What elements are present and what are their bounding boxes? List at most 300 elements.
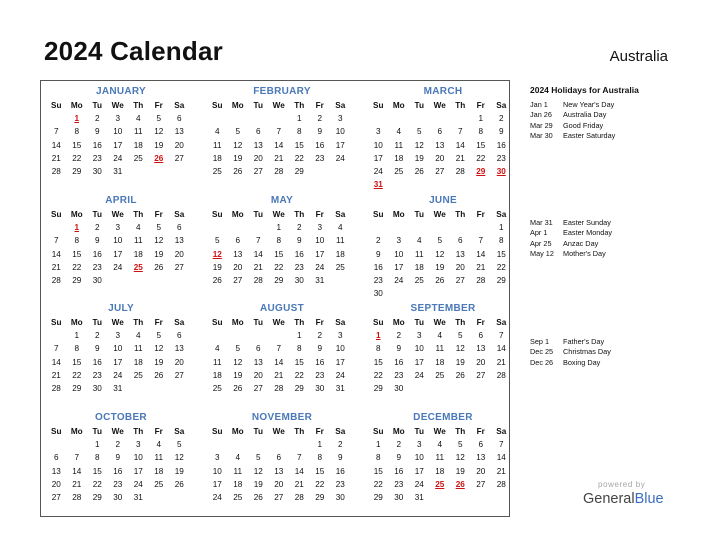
day-cell: 1 (375, 440, 381, 450)
weekday-label: Tu (414, 427, 424, 436)
day-cell: 27 (476, 479, 486, 489)
day-cell: 22 (294, 153, 304, 163)
weekday-label: Su (51, 318, 62, 327)
day-cell: 20 (476, 357, 486, 367)
weekday-label: Fr (154, 101, 163, 110)
weekday-label: Th (294, 318, 305, 327)
month-title: APRIL (105, 195, 137, 206)
day-cell: 10 (414, 453, 424, 463)
day-cell: 10 (113, 236, 123, 246)
weekday-label: Sa (335, 101, 346, 110)
day-cell: 29 (274, 275, 284, 285)
month-september (367, 301, 519, 395)
day-cell: 8 (375, 344, 381, 354)
day-cell: 8 (478, 127, 484, 137)
day-cell: 24 (394, 275, 404, 285)
day-cell: 9 (94, 236, 100, 246)
month-grid (207, 425, 358, 504)
empty-cell (46, 112, 67, 125)
weekday-label: Fr (154, 210, 163, 219)
day-cell: 18 (335, 249, 345, 259)
day-cell: 19 (253, 479, 263, 489)
day-cell: 29 (92, 492, 102, 502)
weekday-label: Sa (174, 318, 185, 327)
day-cell: 30 (394, 383, 404, 393)
weekday-label: Fr (154, 318, 163, 327)
holiday-name: Boxing Day (563, 357, 601, 367)
day-cell: 2 (94, 223, 100, 233)
day-cell: 29 (72, 383, 82, 393)
day-cell: 20 (274, 479, 284, 489)
weekday-label: Th (455, 318, 466, 327)
day-cell: 6 (457, 236, 463, 246)
holiday-item (530, 337, 700, 347)
weekday-label: Mo (231, 101, 244, 110)
day-cell: 3 (317, 223, 323, 233)
day-cell: 8 (74, 127, 80, 137)
day-cell: 23 (92, 370, 102, 380)
day-cell: 3 (396, 236, 402, 246)
weekday-label: Tu (253, 101, 263, 110)
day-cell: 2 (396, 440, 402, 450)
day-cell: 3 (416, 331, 422, 341)
day-cell: 29 (294, 383, 304, 393)
day-cell: 13 (476, 344, 486, 354)
weekday-label: Th (133, 318, 144, 327)
day-cell: 28 (72, 492, 82, 502)
holiday-name: Easter Saturday (563, 130, 616, 140)
month-title: MARCH (423, 86, 463, 97)
day-cell: 23 (373, 275, 383, 285)
day-cell: 18 (133, 249, 143, 259)
day-cell: 9 (296, 236, 302, 246)
weekday-label: We (111, 427, 124, 436)
day-cell: 12 (154, 344, 164, 354)
holiday-item (530, 100, 700, 110)
day-cell: 4 (416, 236, 422, 246)
day-cell: 18 (154, 466, 164, 476)
day-cell: 15 (294, 140, 304, 150)
day-cell: 5 (156, 223, 162, 233)
day-cell: 14 (496, 344, 506, 354)
day-cell: 23 (335, 479, 345, 489)
weekday-label: Mo (231, 210, 244, 219)
day-cell: 7 (296, 453, 302, 463)
day-cell: 1 (296, 331, 302, 341)
day-cell: 24 (133, 479, 143, 489)
holiday-day-cell: 25 (435, 479, 445, 489)
weekday-label: Th (133, 210, 144, 219)
day-cell: 16 (92, 140, 102, 150)
holiday-day-cell: 31 (373, 180, 383, 190)
day-cell: 14 (51, 357, 61, 367)
day-cell: 15 (294, 357, 304, 367)
day-cell: 28 (274, 383, 284, 393)
day-cell: 31 (113, 166, 123, 176)
day-cell: 14 (476, 249, 486, 259)
day-cell: 7 (53, 127, 59, 137)
day-cell: 10 (394, 249, 404, 259)
day-cell: 13 (476, 453, 486, 463)
day-cell: 8 (94, 453, 100, 463)
weekday-label: Mo (231, 318, 244, 327)
day-cell: 19 (233, 153, 243, 163)
day-cell: 24 (113, 153, 123, 163)
day-cell: 18 (414, 262, 424, 272)
day-cell: 21 (51, 153, 61, 163)
day-cell: 3 (375, 127, 381, 137)
weekday-label: Su (212, 210, 223, 219)
day-cell: 5 (235, 344, 241, 354)
weekday-label: Mo (70, 427, 83, 436)
day-cell: 15 (72, 249, 82, 259)
weekday-label: Fr (315, 318, 324, 327)
weekday-label: We (433, 101, 446, 110)
day-cell: 20 (253, 153, 263, 163)
day-cell: 28 (476, 275, 486, 285)
day-cell: 2 (317, 331, 323, 341)
month-title: OCTOBER (95, 412, 147, 423)
empty-cell (207, 221, 228, 234)
month-july (45, 301, 197, 395)
day-cell: 28 (51, 383, 61, 393)
day-cell: 22 (373, 370, 383, 380)
day-cell: 22 (274, 262, 284, 272)
weekday-label: Th (294, 210, 305, 219)
weekday-label: Tu (92, 210, 102, 219)
day-cell: 11 (415, 249, 424, 259)
day-cell: 14 (455, 140, 465, 150)
holiday-date: Dec 25 (530, 347, 554, 357)
day-cell: 13 (233, 249, 243, 259)
day-cell: 18 (133, 140, 143, 150)
day-cell: 20 (174, 249, 184, 259)
month-title: NOVEMBER (251, 412, 313, 423)
weekday-label: Tu (92, 101, 102, 110)
empty-cell (207, 329, 228, 342)
day-cell: 15 (72, 357, 82, 367)
day-cell: 12 (414, 140, 424, 150)
day-cell: 6 (235, 236, 241, 246)
day-cell: 24 (113, 370, 123, 380)
day-cell: 21 (72, 479, 82, 489)
month-title: MAY (270, 195, 294, 206)
day-cell: 20 (476, 466, 486, 476)
weekday-label: Fr (315, 101, 324, 110)
weekday-label: Th (133, 427, 144, 436)
month-grid (368, 99, 519, 191)
day-cell: 18 (212, 153, 222, 163)
weekday-label: Sa (335, 427, 346, 436)
day-cell: 11 (134, 127, 143, 137)
holiday-name: Anzac Day (563, 238, 599, 248)
day-cell: 2 (498, 114, 504, 124)
month-june (367, 193, 519, 300)
day-cell: 1 (74, 331, 80, 341)
day-cell: 2 (94, 114, 100, 124)
month-august (206, 301, 358, 395)
month-february (206, 84, 358, 178)
month-grid (46, 425, 197, 504)
day-cell: 26 (174, 479, 184, 489)
day-cell: 25 (154, 479, 164, 489)
day-cell: 8 (375, 453, 381, 463)
day-cell: 13 (253, 357, 263, 367)
day-cell: 26 (212, 275, 222, 285)
empty-cell (248, 438, 269, 451)
holiday-date: Apr 1 (530, 228, 548, 238)
month-april (45, 193, 197, 287)
weekday-label: Tu (414, 210, 424, 219)
day-cell: 1 (94, 440, 100, 450)
weekday-label: Th (455, 210, 466, 219)
holiday-date: Sep 1 (530, 337, 550, 346)
day-cell: 5 (255, 453, 261, 463)
month-grid (46, 99, 197, 178)
day-cell: 8 (317, 453, 323, 463)
day-cell: 25 (212, 166, 222, 176)
day-cell: 29 (373, 383, 383, 393)
holiday-item (530, 347, 700, 357)
day-cell: 4 (135, 114, 141, 124)
holiday-name: Good Friday (563, 120, 604, 130)
weekday-label: Sa (496, 101, 507, 110)
day-cell: 7 (478, 236, 484, 246)
day-cell: 1 (498, 223, 504, 233)
empty-cell (389, 221, 410, 234)
day-cell: 31 (113, 383, 123, 393)
day-cell: 10 (315, 236, 325, 246)
month-october (45, 410, 197, 504)
day-cell: 3 (214, 453, 220, 463)
day-cell: 21 (51, 262, 61, 272)
day-cell: 25 (435, 370, 445, 380)
weekday-label: Sa (496, 210, 507, 219)
day-cell: 12 (174, 453, 184, 463)
day-cell: 9 (94, 344, 100, 354)
weekday-label: Tu (92, 318, 102, 327)
day-cell: 21 (496, 466, 506, 476)
day-cell: 4 (235, 453, 241, 463)
day-cell: 5 (437, 236, 443, 246)
day-cell: 20 (253, 370, 263, 380)
day-cell: 19 (212, 262, 222, 272)
empty-cell (67, 438, 88, 451)
day-cell: 22 (294, 370, 304, 380)
day-cell: 8 (74, 344, 80, 354)
calendar-frame (40, 80, 510, 517)
holiday-group (530, 218, 700, 259)
day-cell: 9 (396, 453, 402, 463)
day-cell: 13 (253, 140, 263, 150)
empty-cell (269, 329, 290, 342)
day-cell: 4 (396, 127, 402, 137)
day-cell: 19 (233, 370, 243, 380)
day-cell: 5 (416, 127, 422, 137)
day-cell: 17 (315, 249, 325, 259)
day-cell: 8 (74, 236, 80, 246)
day-cell: 12 (435, 249, 445, 259)
day-cell: 3 (115, 114, 121, 124)
day-cell: 22 (72, 153, 82, 163)
day-cell: 29 (315, 492, 325, 502)
weekday-label: Su (51, 101, 62, 110)
day-cell: 18 (435, 466, 445, 476)
day-cell: 2 (94, 331, 100, 341)
weekday-label: We (433, 427, 446, 436)
day-cell: 16 (92, 249, 102, 259)
day-cell: 21 (274, 153, 284, 163)
day-cell: 21 (51, 370, 61, 380)
day-cell: 16 (113, 466, 123, 476)
day-cell: 9 (498, 127, 504, 137)
day-cell: 12 (455, 453, 465, 463)
day-cell: 31 (335, 383, 345, 393)
day-cell: 18 (133, 357, 143, 367)
day-cell: 20 (174, 140, 184, 150)
holiday-item (530, 131, 700, 141)
day-cell: 1 (478, 114, 484, 124)
holiday-name: Father's Day (563, 337, 605, 346)
day-cell: 28 (51, 166, 61, 176)
day-cell: 25 (394, 166, 404, 176)
holiday-date: Apr 25 (530, 238, 552, 248)
empty-cell (269, 438, 290, 451)
day-cell: 16 (373, 262, 383, 272)
day-cell: 14 (72, 466, 82, 476)
empty-cell (368, 112, 389, 125)
day-cell: 7 (74, 453, 80, 463)
day-cell: 17 (414, 357, 424, 367)
day-cell: 16 (394, 357, 404, 367)
month-grid (368, 425, 519, 504)
day-cell: 12 (154, 236, 164, 246)
day-cell: 25 (414, 275, 424, 285)
weekday-label: Th (455, 427, 466, 436)
weekday-label: We (433, 210, 446, 219)
day-cell: 9 (337, 453, 343, 463)
day-cell: 11 (134, 236, 143, 246)
day-cell: 20 (51, 479, 61, 489)
day-cell: 24 (335, 153, 345, 163)
day-cell: 13 (274, 466, 284, 476)
weekday-label: Tu (253, 427, 263, 436)
day-cell: 5 (156, 114, 162, 124)
day-cell: 21 (455, 153, 465, 163)
day-cell: 26 (435, 275, 445, 285)
holiday-item (530, 239, 700, 249)
day-cell: 17 (113, 357, 123, 367)
day-cell: 17 (212, 479, 222, 489)
day-cell: 23 (315, 370, 325, 380)
weekday-label: Fr (476, 101, 485, 110)
day-cell: 4 (135, 223, 141, 233)
weekday-label: Su (373, 101, 384, 110)
day-cell: 13 (51, 466, 61, 476)
month-grid (207, 316, 358, 395)
day-cell: 14 (274, 357, 284, 367)
holiday-name: Easter Monday (563, 228, 613, 238)
day-cell: 14 (253, 249, 263, 259)
month-title: SEPTEMBER (410, 303, 476, 314)
day-cell: 2 (375, 236, 381, 246)
empty-cell (228, 112, 249, 125)
day-cell: 20 (455, 262, 465, 272)
month-grid (46, 316, 197, 395)
day-cell: 27 (174, 370, 184, 380)
day-cell: 11 (435, 453, 444, 463)
month-grid (368, 208, 519, 300)
day-cell: 11 (394, 140, 403, 150)
day-cell: 30 (315, 383, 325, 393)
day-cell: 17 (394, 262, 404, 272)
day-cell: 7 (53, 236, 59, 246)
day-cell: 13 (455, 249, 465, 259)
weekday-label: Mo (70, 101, 83, 110)
day-cell: 21 (476, 262, 486, 272)
day-cell: 1 (317, 440, 323, 450)
day-cell: 18 (394, 153, 404, 163)
empty-cell (228, 329, 249, 342)
day-cell: 9 (317, 127, 323, 137)
weekday-label: Tu (414, 318, 424, 327)
empty-cell (450, 112, 471, 125)
day-cell: 1 (276, 223, 282, 233)
holiday-name: Mother's Day (563, 248, 606, 258)
weekday-label: Sa (174, 210, 185, 219)
day-cell: 10 (373, 140, 383, 150)
day-cell: 2 (317, 114, 323, 124)
weekday-label: Sa (335, 210, 346, 219)
day-cell: 23 (113, 479, 123, 489)
day-cell: 17 (335, 140, 345, 150)
weekday-label: Fr (154, 427, 163, 436)
empty-cell (46, 221, 67, 234)
day-cell: 30 (335, 492, 345, 502)
weekday-label: We (111, 210, 124, 219)
day-cell: 23 (496, 153, 506, 163)
weekday-label: Su (212, 318, 223, 327)
day-cell: 31 (133, 492, 143, 502)
day-cell: 3 (115, 223, 121, 233)
day-cell: 13 (174, 127, 184, 137)
day-cell: 29 (294, 166, 304, 176)
day-cell: 15 (496, 249, 506, 259)
day-cell: 11 (336, 236, 345, 246)
brand-blue-text: Blue (634, 491, 664, 507)
day-cell: 14 (496, 453, 506, 463)
weekday-label: Su (212, 101, 223, 110)
day-cell: 15 (315, 466, 325, 476)
day-cell: 16 (294, 249, 304, 259)
month-title: JULY (108, 303, 134, 314)
day-cell: 24 (414, 370, 424, 380)
day-cell: 26 (455, 370, 465, 380)
holiday-name: Easter Sunday (563, 218, 611, 227)
day-cell: 19 (414, 153, 424, 163)
day-cell: 5 (457, 440, 463, 450)
day-cell: 11 (213, 357, 222, 367)
empty-cell (207, 438, 228, 451)
month-title: JANUARY (95, 86, 147, 97)
holiday-item (530, 228, 700, 238)
day-cell: 27 (174, 153, 184, 163)
weekday-label: Tu (253, 210, 263, 219)
day-cell: 25 (133, 370, 143, 380)
month-grid (46, 208, 197, 287)
holiday-day-cell: 30 (496, 166, 506, 176)
day-cell: 28 (496, 370, 506, 380)
